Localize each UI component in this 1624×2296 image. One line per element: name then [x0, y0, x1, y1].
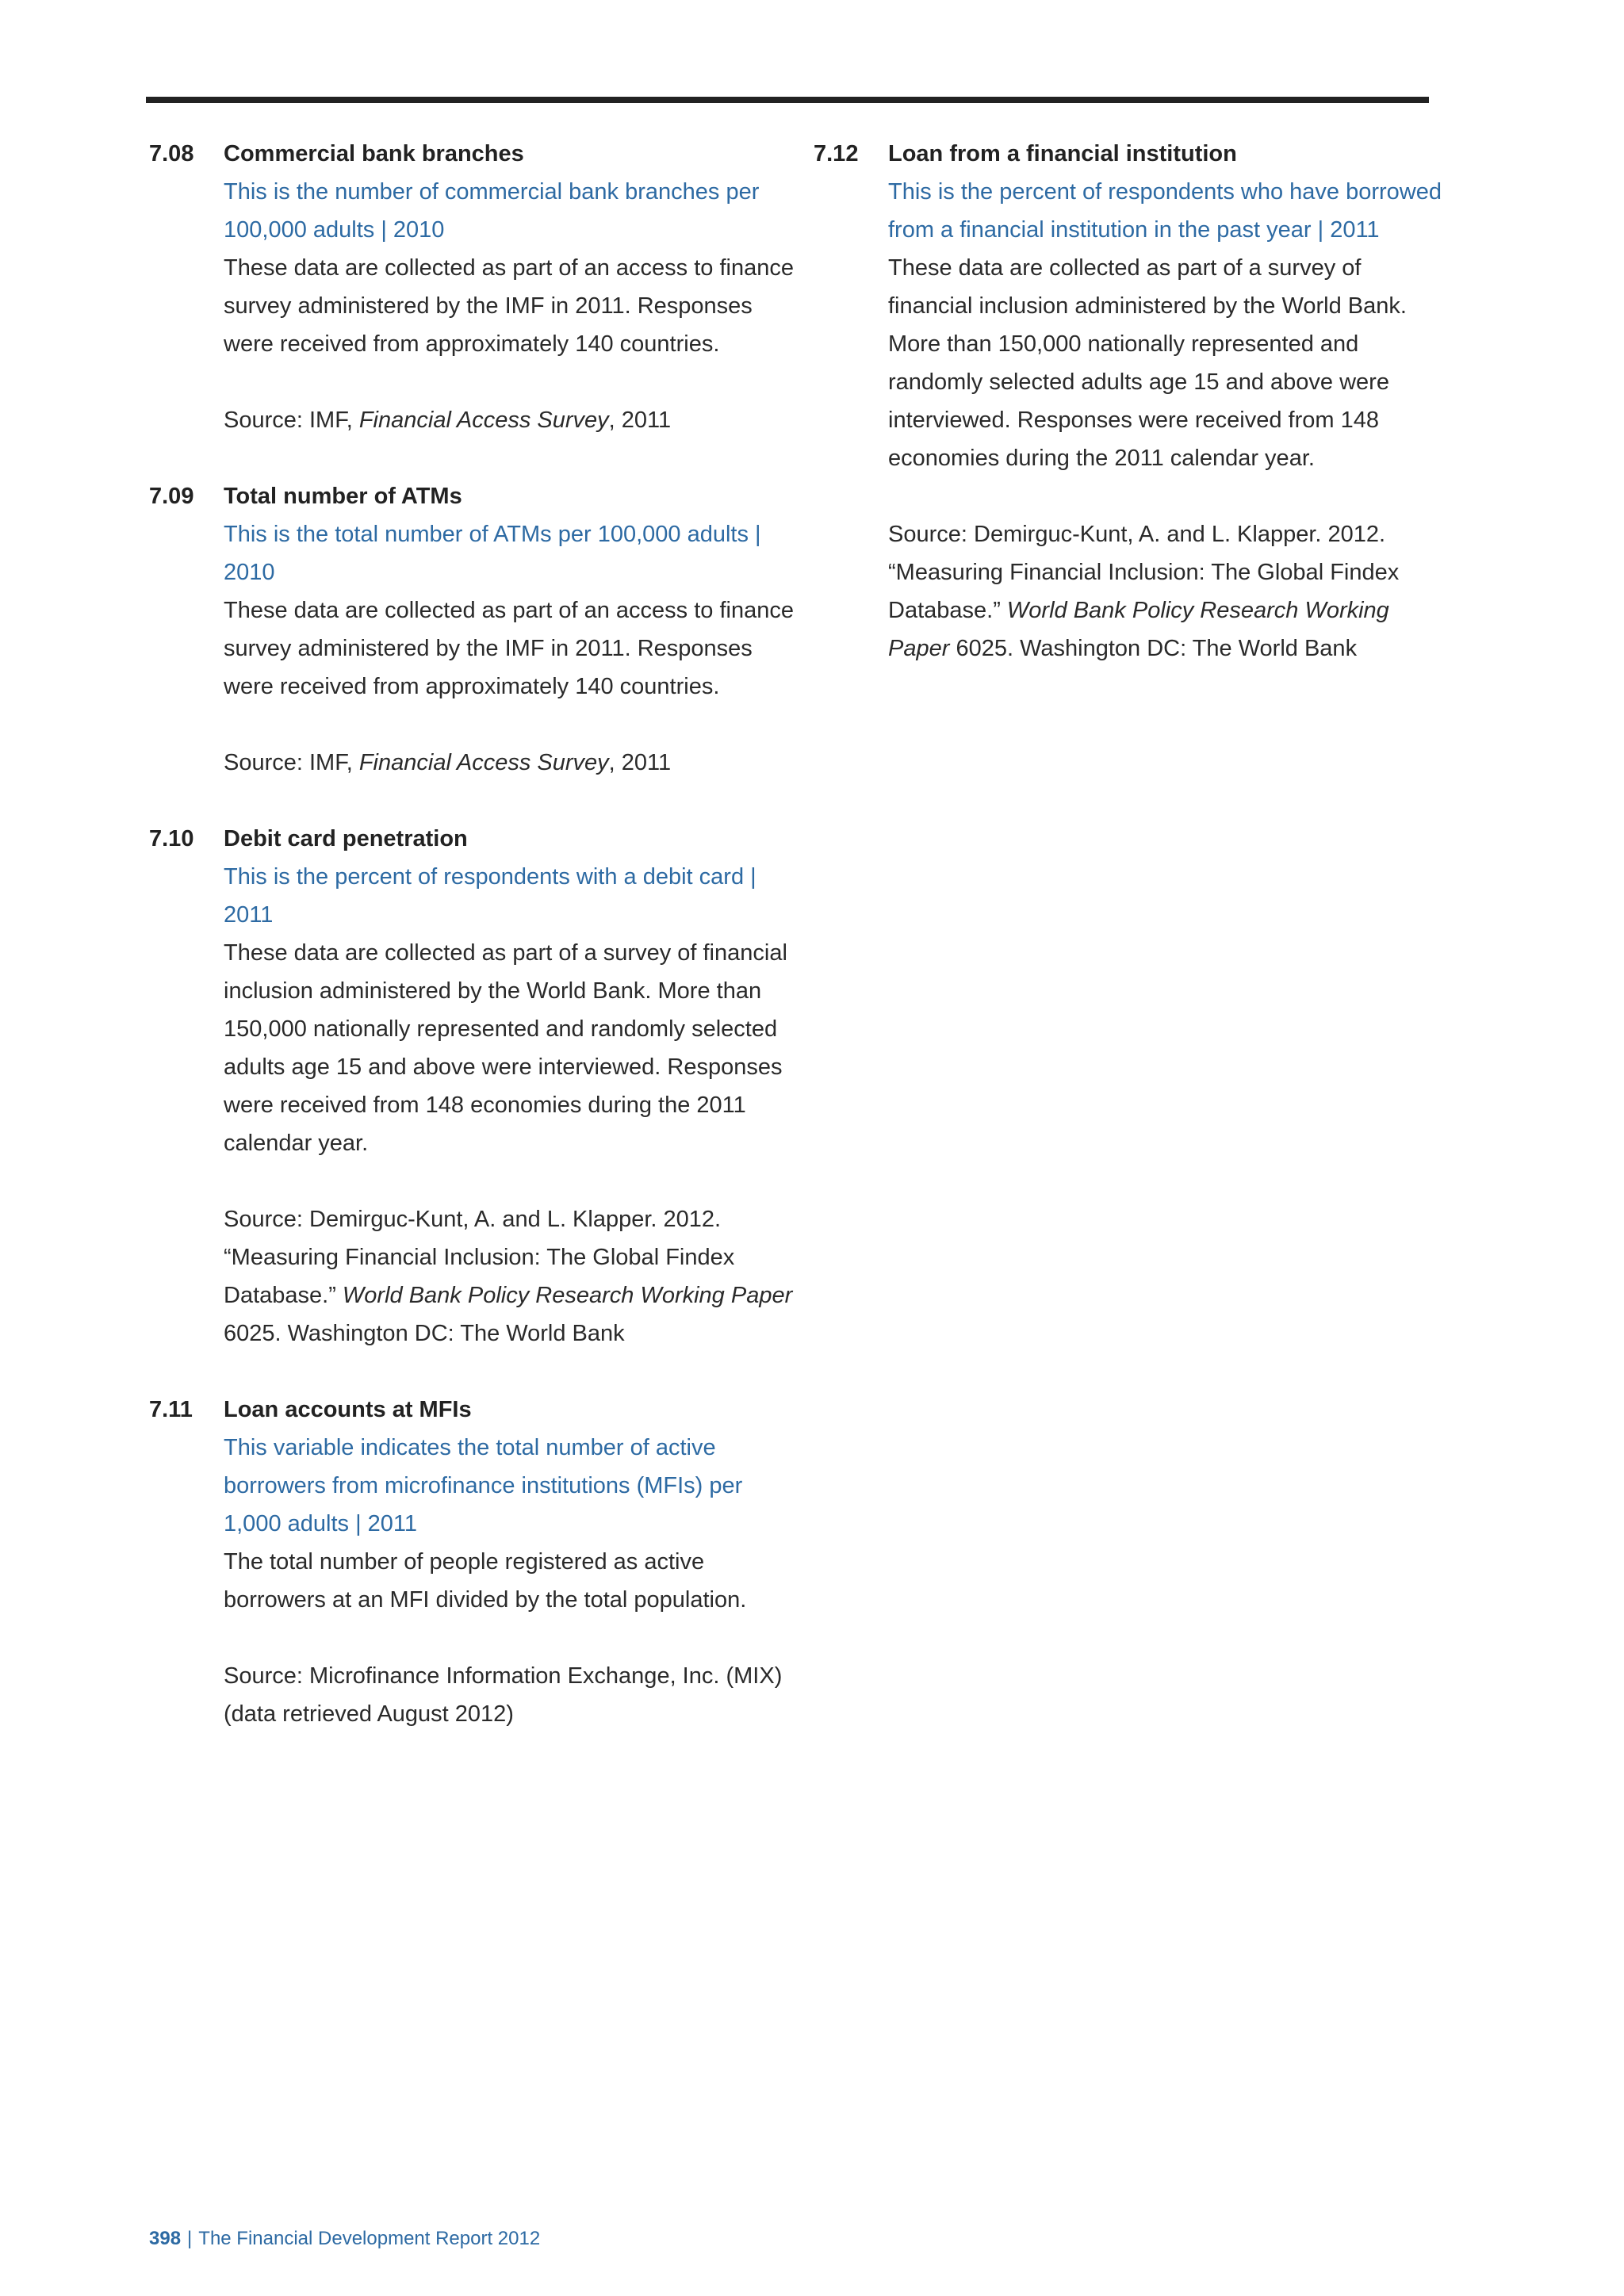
entry-number: 7.08	[149, 141, 194, 166]
entry-title: Debit card penetration	[224, 826, 468, 851]
entry-7-11	[149, 1391, 799, 1733]
entry-source	[888, 515, 1448, 668]
entry-description: This variable indicates the total number of active borrowers from microfinance institutions (MFIs) per 1,000 adults | 2011	[224, 1435, 743, 1536]
top-rule	[146, 97, 1429, 103]
source-title: Financial Access Survey	[358, 750, 609, 775]
footer-separator: |	[187, 2228, 193, 2249]
source-suffix: 6025. Washington DC: The World Bank	[224, 1321, 625, 1346]
entry-title: Loan from a financial institution	[888, 141, 1237, 166]
source-suffix: , 2011	[608, 750, 672, 775]
entry-number: 7.12	[814, 141, 859, 166]
entry-7-08	[149, 135, 799, 439]
entry-title: Commercial bank branches	[224, 141, 524, 166]
source-prefix: Source: IMF,	[224, 750, 359, 775]
source-prefix: Source: Demirguc-Kunt, A. and L. Klapper. 2012. “Measuring Financial Inclusion: The Global Findex Database.”	[888, 522, 1400, 623]
entry-title: Total number of ATMs	[224, 484, 462, 509]
entry-number: 7.10	[149, 826, 194, 851]
entry-body: The total number of people registered as active borrowers at an MFI divided by the total population.	[224, 1549, 747, 1613]
entry-body: These data are collected as part of an access to finance survey administered by the IMF in 2011. Responses were received from approximately 140 countries.	[224, 255, 794, 357]
entry-7-09	[149, 477, 799, 782]
page-number: 398	[149, 2228, 182, 2249]
entry-description: This is the number of commercial bank branches per 100,000 adults | 2010	[224, 179, 760, 243]
source-prefix: Source: IMF,	[224, 408, 359, 433]
source-title: Financial Access Survey	[358, 408, 609, 433]
source-suffix: 6025. Washington DC: The World Bank	[949, 636, 1358, 661]
right-column	[814, 135, 1448, 706]
entry-body: These data are collected as part of an access to finance survey administered by the IMF in 2011. Responses were received from approximately 140 countries.	[224, 598, 794, 699]
entry-source	[224, 401, 799, 439]
entry-7-10	[149, 820, 799, 1353]
source-suffix: , 2011	[608, 408, 672, 433]
entry-number: 7.09	[149, 484, 194, 509]
entry-description: This is the percent of respondents who have borrowed from a financial institution in the past year | 2011	[888, 179, 1442, 243]
entry-body: These data are collected as part of a survey of financial inclusion administered by the World Bank. More than 150,000 nationally represented and randomly selected adults age 15 and above were interviewed. Responses were received from 148 economies during the 2011 calendar year.	[224, 940, 787, 1156]
entry-source	[224, 1200, 799, 1353]
entry-body: These data are collected as part of a survey of financial inclusion administered by the World Bank. More than 150,000 nationally represented and randomly selected adults age 15 and above were interviewed. Responses were received from 148 economies during the 2011 calendar year.	[888, 255, 1407, 471]
entry-number: 7.11	[149, 1397, 193, 1422]
page-footer	[149, 2226, 540, 2252]
left-column	[149, 135, 799, 1771]
entry-description: This is the total number of ATMs per 100,000 adults | 2010	[224, 522, 761, 585]
source-prefix: Source: Microfinance Information Exchange, Inc. (MIX) (data retrieved August 2012)	[224, 1663, 783, 1727]
entry-description: This is the percent of respondents with a debit card | 2011	[224, 864, 756, 928]
source-prefix: Source: Demirguc-Kunt, A. and L. Klapper. 2012. “Measuring Financial Inclusion: The Global Findex Database.”	[224, 1207, 735, 1308]
entry-7-12	[814, 135, 1448, 668]
entry-source	[224, 1657, 799, 1733]
source-title: World Bank Policy Research Working Paper	[342, 1283, 793, 1308]
report-title: The Financial Development Report 2012	[198, 2228, 541, 2249]
entry-source	[224, 744, 799, 782]
source-title: World Bank Policy Research Working Paper	[888, 598, 1389, 661]
entry-title: Loan accounts at MFIs	[224, 1397, 472, 1422]
